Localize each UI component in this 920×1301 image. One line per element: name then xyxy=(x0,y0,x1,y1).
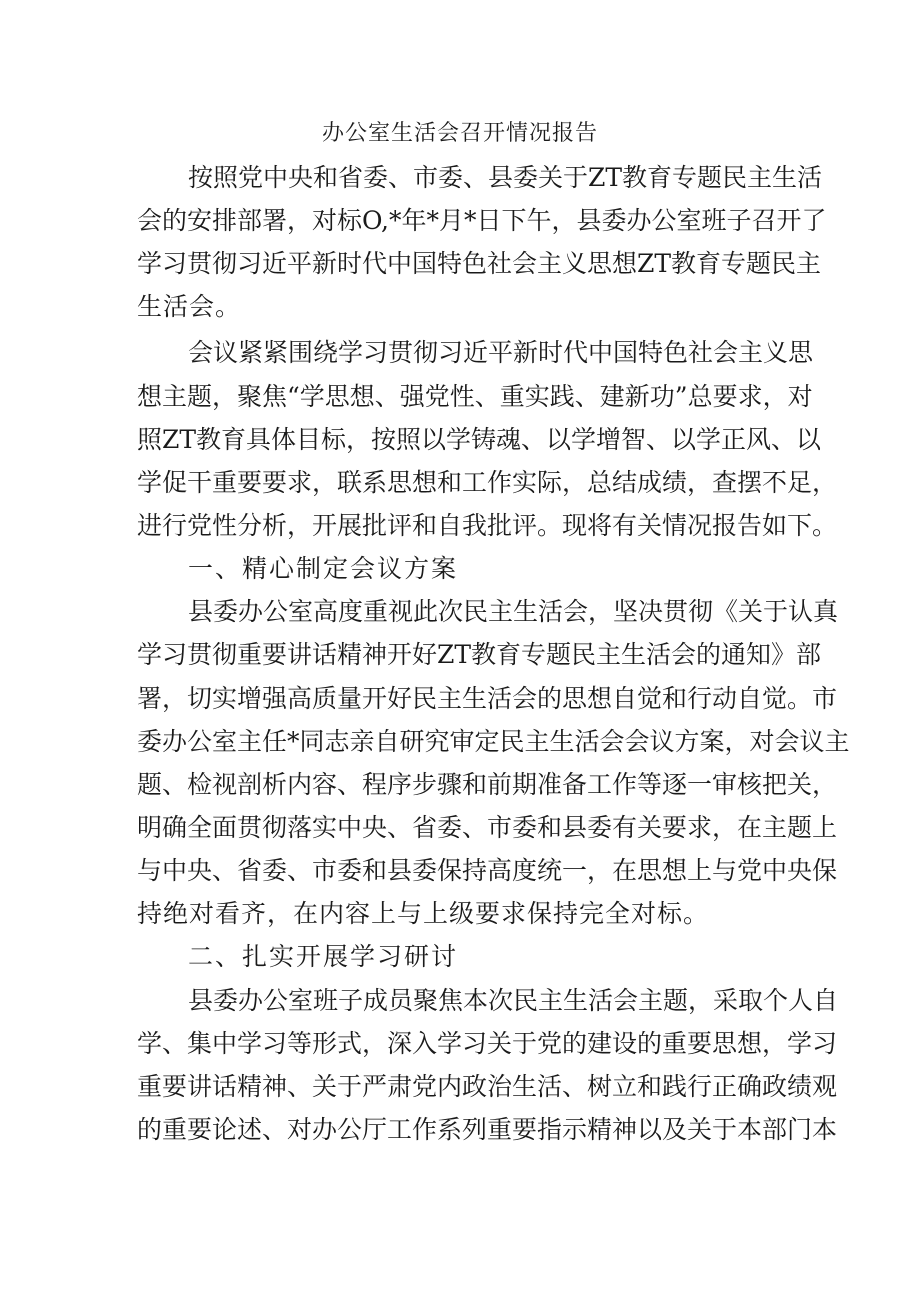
paragraph-line: 县委办公室高度重视此次民主生活会，坚决贯彻《关于认真 xyxy=(188,597,839,626)
paragraph-line: 的重要论述、对办公厅工作系列重要指示精神以及关于本部门本 xyxy=(137,1115,838,1144)
paragraph-line: 会的安排部署，对标O,*年*月*日下午，县委办公室班子召开了 xyxy=(137,206,827,235)
paragraph-line: 持绝对看齐，在内容上与上级要求保持完全对标。 xyxy=(137,899,710,928)
paragraph-line: 与中央、省委、市委和县委保持高度统一，在思想上与党中央保 xyxy=(137,856,838,885)
paragraph-line: 学习贯彻习近平新时代中国特色社会主义思想ZT教育专题民主 xyxy=(137,249,822,278)
paragraph-line: 县委办公室班子成员聚焦本次民主生活会主题，采取个人自 xyxy=(188,986,839,1015)
paragraph-line: 会议紧紧围绕学习贯彻习近平新时代中国特色社会主义思 xyxy=(188,338,814,367)
paragraph-line: 题、检视剖析内容、程序步骤和前期准备工作等逐一审核把关， xyxy=(137,770,838,799)
paragraph-line: 委办公室主任*同志亲自研究审定民主生活会会议方案，对会议主 xyxy=(137,727,850,756)
paragraph-line: 重要讲话精神、关于严肃党内政治生活、树立和践行正确政绩观 xyxy=(137,1072,838,1101)
section-heading-2: 二、扎实开展学习研讨 xyxy=(188,942,459,971)
paragraph-line: 学、集中学习等形式，深入学习关于党的建设的重要思想，学习 xyxy=(137,1029,838,1058)
paragraph-line: 署，切实增强高质量开好民主生活会的思想自觉和行动自觉。市 xyxy=(137,684,838,713)
paragraph-line: 明确全面贯彻落实中央、省委、市委和县委有关要求，在主题上 xyxy=(137,813,838,842)
paragraph-line: 照ZT教育具体目标，按照以学铸魂、以学增智、以学正风、以 xyxy=(137,425,822,454)
document-title: 办公室生活会召开情况报告 xyxy=(321,121,598,146)
section-heading-1: 一、精心制定会议方案 xyxy=(188,554,459,583)
paragraph-line: 进行党性分析，开展批评和自我批评。现将有关情况报告如下。 xyxy=(137,511,838,540)
paragraph-line: 学习贯彻重要讲话精神开好ZT教育专题民主生活会的通知》部 xyxy=(137,640,822,669)
paragraph-line: 按照党中央和省委、市委、县委关于ZT教育专题民主生活 xyxy=(188,163,823,192)
paragraph-line: 生活会。 xyxy=(137,292,242,321)
paragraph-line: 想主题，聚焦“学思想、强党性、重实践、建新功”总要求，对 xyxy=(137,382,813,411)
paragraph-line: 学促干重要要求，联系思想和工作实际，总结成绩，查摆不足， xyxy=(137,468,838,497)
